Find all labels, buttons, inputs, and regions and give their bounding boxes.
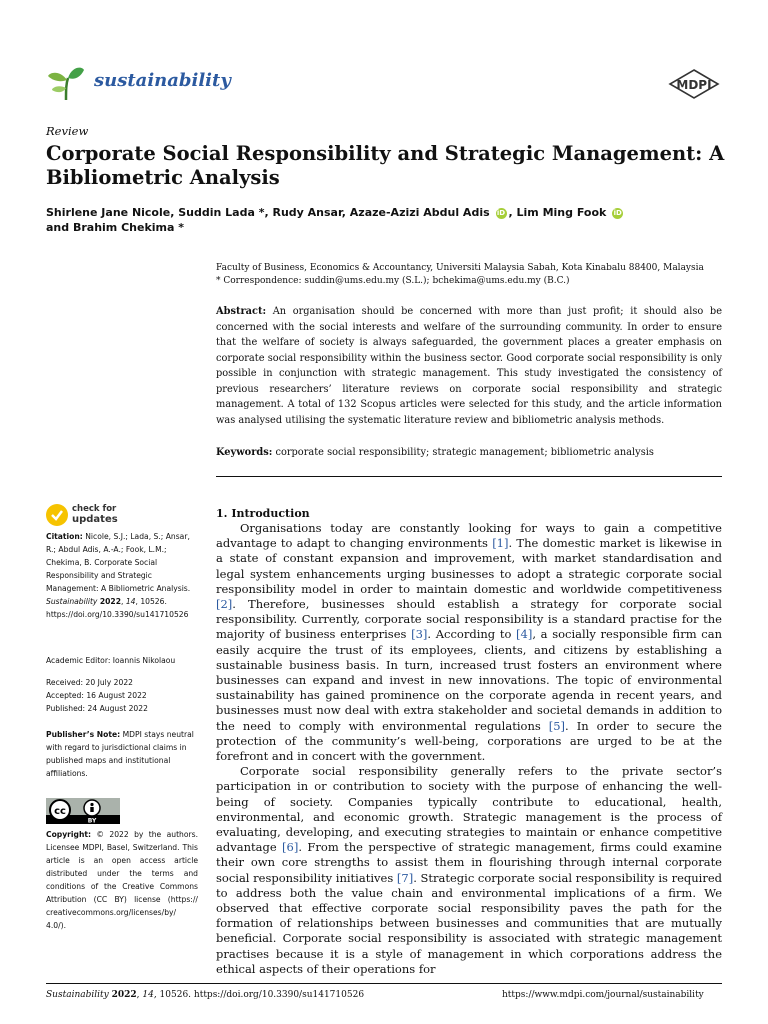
orcid-icon[interactable]: iD [613, 208, 622, 217]
check-for-updates-button[interactable] [46, 504, 136, 528]
publisher-name: MDPI [676, 78, 712, 92]
reference-link[interactable]: [6] [282, 840, 299, 855]
accepted-date: Accepted: 16 August 2022 [46, 691, 147, 700]
publisher-note: Publisher’s Note: MDPI stays neutral with regard to jurisdictional claims in published maps and institutional affiliations. [46, 730, 194, 778]
affiliation [216, 262, 722, 288]
orcid-icon[interactable]: iD [496, 208, 506, 217]
academic-editor: Academic Editor: Ioannis Nikolaou [46, 656, 176, 665]
section-divider [216, 476, 722, 477]
abstract-text: An organisation should be concerned with more than just profit; it should also be concerned with the social interests and welfare of the surrounding community. In order to ensure that the welfare of society is always safeguarded, the government places a greater emphasis on corporate social responsibility within the business sector. Good corporate social responsibility is only possible in conjunction with strategic management. This study investigated the consistency of previous researchers’ literature reviews on corporate social responsibility and strategic management. A total of 132 Scopus articles were selected for this study, and the article information was analysed utilising the systematic literature review and bibliometric analysis methods. [216, 306, 722, 426]
keywords-label: Keywords: [216, 447, 273, 458]
article-type: Review [46, 124, 89, 138]
authors-part2: , Lim Ming Fook [508, 206, 607, 219]
section-heading: 1. Introduction [216, 507, 310, 520]
keywords [216, 446, 722, 460]
publication-dates [46, 676, 198, 715]
paragraph: Organisations today are constantly looking for ways to gain a competitive advantage to adapt to changing environments [1]. The domestic market is likewise in a state of constant expansion and improvement, with market standardisation and legal system enhancements urging businesses to adopt a strategic corporate social responsibility model in order to maintain domestic and worldwide competitiveness [2]. Therefore, businesses should establish a strategy for corporate social responsibility. Currently, corporate social responsibility is a standard practise for the majority of business enterprises [3]. According to [4], a socially responsible firm can easily acquire the trust of its employees, clients, and citizens by establishing a sustainable business basis. In turn, increased trust fosters an environment where businesses can expand and invest in new innovations. The topic of environmental sustainability has gained prominence on the corporate agenda in recent years, and businesses must now deal with extra stakeholder and societal demands in addition to the need to comply with environmental regulations [5]. In order to secure the protection of the community’s well-being, corporations are urged to be at the forefront and in concert with the government. [216, 521, 722, 764]
reference-link[interactable]: [1] [492, 536, 509, 551]
citation-label: Citation: [46, 532, 83, 541]
footer-citation: Sustainability 2022, 14, 10526. https://doi.org/10.3390/su141710526 [46, 990, 365, 1000]
authors-line2: and Brahim Chekima * [46, 221, 184, 234]
journal-name: sustainability [94, 70, 231, 91]
reference-link[interactable]: [5] [548, 718, 566, 733]
mdpi-logo-icon [668, 68, 720, 102]
citation: Citation: Nicole, S.J.; Lada, S.; Ansar, R.; Abdul Adis, A.-A.; Fook, L.M.; Chekima, B. Corporate Social Responsibility and Strategic Management: A Bibliometric Analysis. Sustainability 2022, 14, 10526. https://doi.org/10.3390/su141710526 [46, 532, 191, 619]
paper-title: Corporate Social Responsibility and Strategic Management: A Bibliometric Analysis [46, 142, 725, 189]
correspondence-line: * Correspondence: suddin@ums.edu.my (S.L.); bchekima@ums.edu.my (B.C.) [216, 276, 570, 286]
keywords-text: corporate social responsibility; strategic management; bibliometric analysis [275, 447, 654, 458]
reference-link[interactable]: [7] [396, 870, 414, 885]
footer-divider [46, 983, 722, 984]
svg-text:cc: cc [54, 806, 66, 817]
affiliation-line: Faculty of Business, Economics & Accountancy, Universiti Malaysia Sabah, Kota Kinabalu 88400, Malaysia [216, 263, 704, 273]
published-date: Published: 24 August 2022 [46, 704, 148, 713]
journal-leaf-logo-icon [46, 62, 86, 102]
check-updates-icon [46, 504, 68, 526]
abstract [216, 304, 722, 428]
author-list [46, 205, 726, 235]
reference-link[interactable]: [3] [411, 627, 428, 642]
reference-link[interactable]: [4] [516, 627, 533, 642]
received-date: Received: 20 July 2022 [46, 678, 133, 687]
introduction-body [216, 521, 722, 977]
authors-part1: Shirlene Jane Nicole, Suddin Lada *, Rudy Ansar, Azaze-Azizi Abdul Adis [46, 206, 490, 219]
svg-text:BY: BY [87, 817, 97, 824]
footer-journal-url[interactable]: https://www.mdpi.com/journal/sustainability [502, 990, 704, 1000]
copyright-notice: Copyright: © 2022 by the authors. Licensee MDPI, Basel, Switzerland. This article is an open access article distributed under the terms and conditions of the Creative Commons Attribution (CC BY) license (https:// creativecommons.org/licenses/by/ 4.0/). [46, 830, 198, 930]
check-updates-label: check for updates [72, 504, 118, 525]
reference-link[interactable]: [2] [216, 597, 233, 612]
paragraph: Corporate social responsibility generally refers to the private sector’s participation in or contribution to society with the purpose of enhancing the well-being of society. Companies typically contribute to educational, health, environmental, and economic growth. Strategic management is the process of evaluating, developing, and executing strategies to maintain or enhance competitive advantage [6]. From the perspective of strategic management, firms could examine their own core strengths to assist them in flourishing through internal corporate social responsibility initiatives [7]. Strategic corporate social responsibility is required to address both the value chain and environmental implications of a firm. We observed that effective corporate social responsibility paves the path for the formation of relationships between businesses and communities that are mutually beneficial. Corporate social responsibility is associated with strategic management practises because it is a style of management in which corporations address the ethical aspects of their operations for [216, 764, 722, 976]
abstract-label: Abstract: [216, 306, 267, 317]
cc-by-license-icon[interactable] [46, 798, 120, 824]
